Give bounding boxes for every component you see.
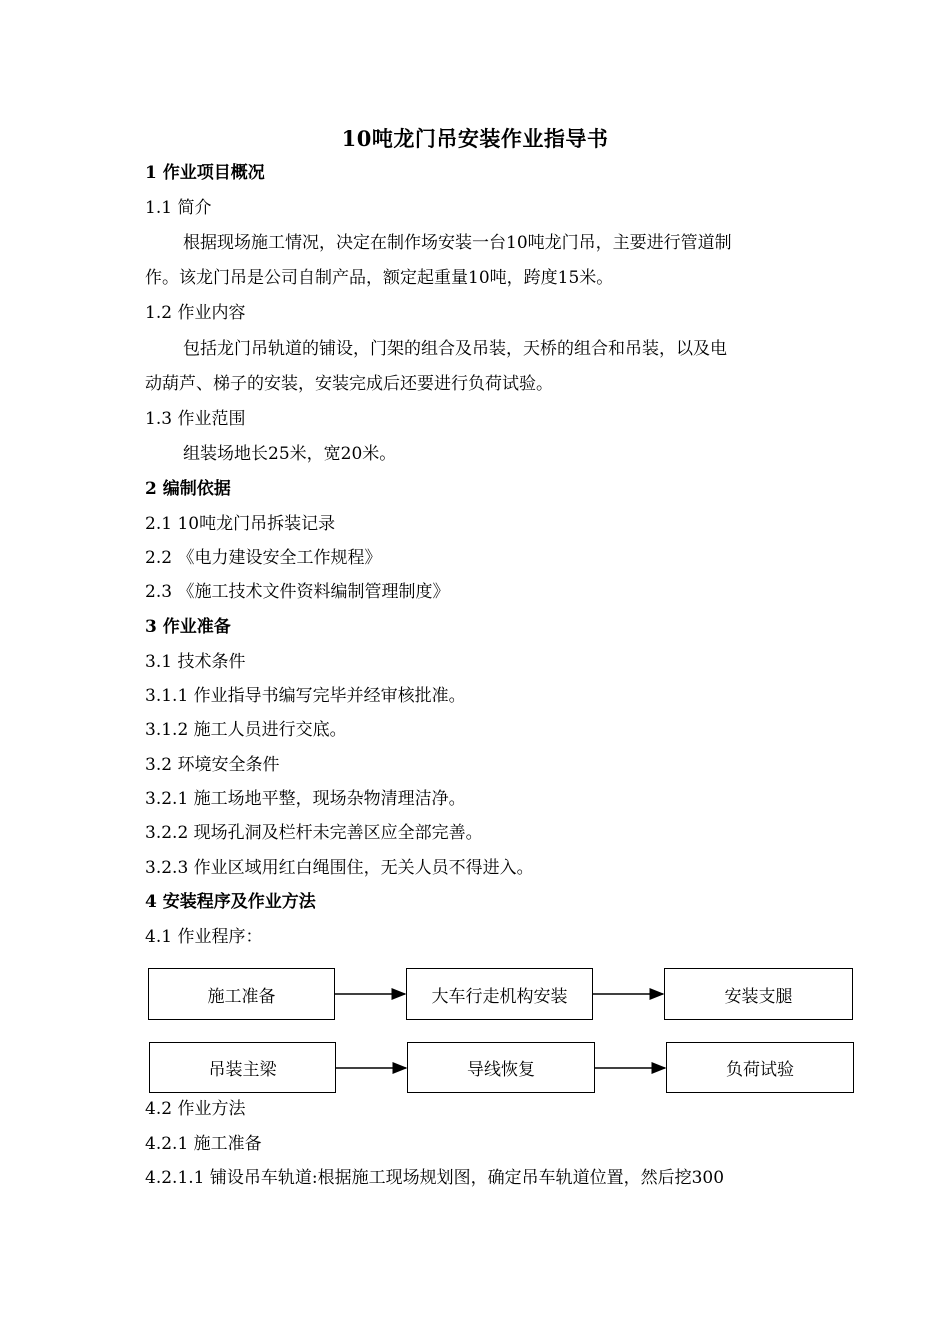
paragraph-line: 动葫芦、梯子的安装，安装完成后还要进行负荷试验。 [145, 374, 553, 394]
list-item: 2.3 《施工技术文件资料编制管理制度》 [145, 582, 450, 602]
flow-box-main-beam: 吊装主梁 [149, 1042, 336, 1093]
subsection-1-2: 1.2 作业内容 [145, 303, 246, 323]
document-title: 10吨龙门吊安装作业指导书 [341, 126, 609, 151]
list-item: 3.1.2 施工人员进行交底。 [145, 720, 347, 740]
section-heading-1: 1 作业项目概况 [145, 163, 265, 183]
flow-box-legs: 安装支腿 [664, 968, 853, 1020]
subsection-1-1: 1.1 简介 [145, 198, 212, 218]
subsection-4-2-1: 4.2.1 施工准备 [145, 1134, 262, 1154]
section-heading-4: 4 安装程序及作业方法 [145, 892, 316, 912]
subsection-4-1: 4.1 作业程序： [145, 927, 263, 947]
section-heading-2: 2 编制依据 [145, 479, 231, 499]
flow-box-travel-mechanism: 大车行走机构安装 [406, 968, 593, 1020]
paragraph-line: 根据现场施工情况，决定在制作场安装一台10吨龙门吊，主要进行管道制 [183, 233, 732, 253]
list-item: 2.2 《电力建设安全工作规程》 [145, 548, 382, 568]
flow-box-load-test: 负荷试验 [666, 1042, 854, 1093]
list-item: 3.2.2 现场孔洞及栏杆未完善区应全部完善。 [145, 823, 483, 843]
paragraph-line: 4.2.1.1 铺设吊车轨道:根据施工现场规划图，确定吊车轨道位置，然后挖300 [145, 1168, 725, 1188]
subsection-1-3: 1.3 作业范围 [145, 409, 246, 429]
list-item: 3.2.1 施工场地平整，现场杂物清理洁净。 [145, 789, 466, 809]
flow-box-wiring: 导线恢复 [407, 1042, 595, 1093]
paragraph-line: 包括龙门吊轨道的铺设，门架的组合及吊装，天桥的组合和吊装，以及电 [183, 339, 727, 359]
list-item: 3.2.3 作业区域用红白绳围住，无关人员不得进入。 [145, 858, 534, 878]
subsection-3-1: 3.1 技术条件 [145, 652, 246, 672]
section-heading-3: 3 作业准备 [145, 617, 231, 637]
paragraph-line: 组装场地长25米，宽20米。 [183, 444, 397, 464]
paragraph-line: 作。该龙门吊是公司自制产品，额定起重量10吨，跨度15米。 [145, 268, 614, 288]
list-item: 2.1 10吨龙门吊拆装记录 [145, 514, 336, 534]
list-item: 3.1.1 作业指导书编写完毕并经审核批准。 [145, 686, 466, 706]
subsection-3-2: 3.2 环境安全条件 [145, 755, 280, 775]
subsection-4-2: 4.2 作业方法 [145, 1099, 246, 1119]
flow-box-prep: 施工准备 [148, 968, 335, 1020]
